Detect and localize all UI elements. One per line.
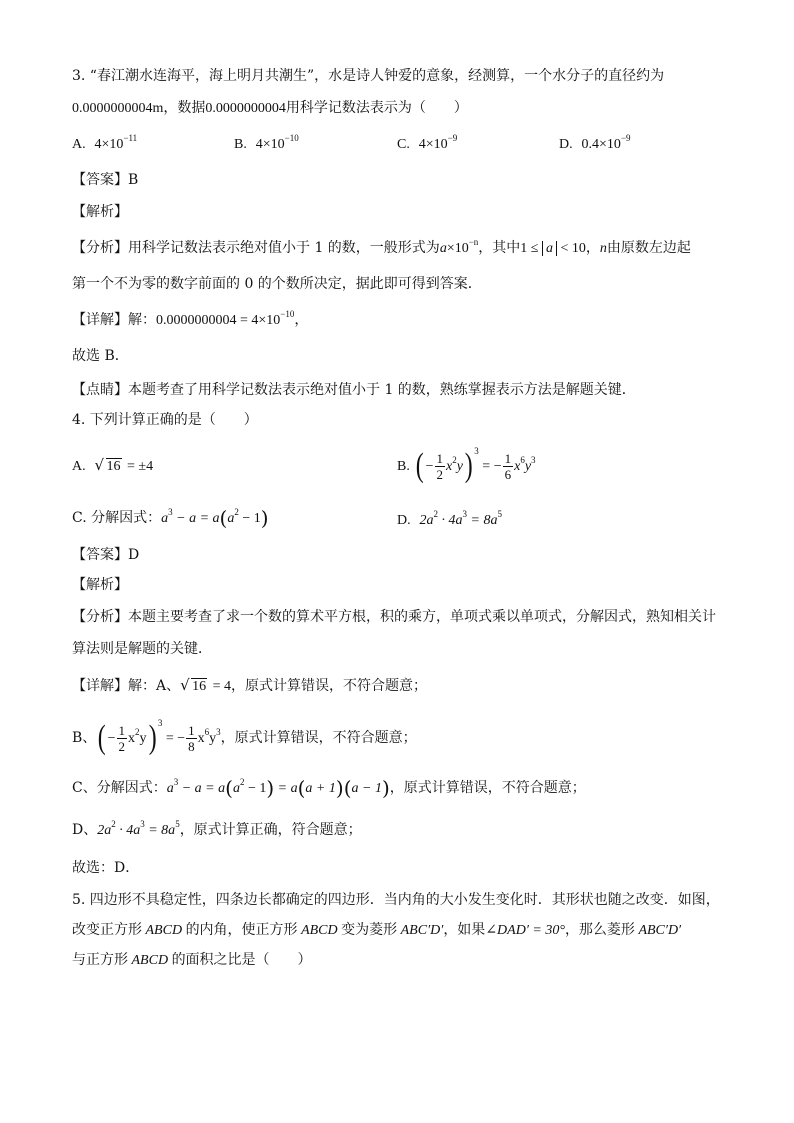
q4-fenxi-line2: 算法则是解题的关键． bbox=[72, 641, 212, 657]
q3-option-b[interactable]: B. $4\times 10^{-10}$ bbox=[234, 133, 299, 152]
q4-xiangjie-b: B、( − $\frac{1}{2}$ $x^2y$) $^3$ = − $\frac{1}{8}$ $x^6y^3$，原式计算错误，不符合题意； bbox=[72, 718, 417, 756]
q4-xiangjie-c: C、分解因式：$a^3 - a = a(a^2 - 1) = a(a + 1)(a - 1)$，原式计算错误，不符合题意； bbox=[72, 776, 586, 800]
q3-stem-line1: 3. “春江潮水连海平，海上明月共潮生”，水是诗人钟爱的意象，经测算，一个水分子的直径约为 bbox=[72, 68, 665, 84]
q3-option-d[interactable]: D. $0.4\times 10^{-9}$ bbox=[559, 133, 631, 152]
q3-xiangjie: 【详解】解：$0.0000000004 = 4\times 10^{-10}$， bbox=[72, 309, 309, 328]
q4-option-c[interactable]: C. 分解因式：$a^3 - a = a(a^2 - 1)$ bbox=[72, 506, 269, 530]
q3-guxuan: 故选 B． bbox=[72, 348, 129, 364]
q4-answer: 【答案】D bbox=[72, 547, 140, 563]
q4-option-d[interactable]: D. $2a^2 \cdot 4a^3 = 8a^5$ bbox=[397, 509, 502, 528]
q3-fenxi-line2: 第一个不为零的数字前面的 0 的个数所决定，据此即可得到答案． bbox=[72, 276, 482, 292]
q3-jiexi-heading: 【解析】 bbox=[72, 204, 128, 220]
q3-stem-line2: 0.0000000004m，数据0.0000000004用科学记数法表示为（ ） bbox=[72, 100, 468, 116]
q4-option-b[interactable]: B. ( − $\frac{1}{2}$ $x^2y$) $^3$ = − $\frac{1}{6}$ $x^6y^3$ bbox=[397, 446, 536, 484]
q4-xiangjie-a: 【详解】解：A、√ 16 = 4，原式计算错误，不符合题意； bbox=[72, 676, 427, 697]
q4-fenxi-line1: 【分析】本题主要考查了求一个数的算术平方根，积的乘方，单项式乘以单项式，分解因式，熟知相关计 bbox=[72, 609, 716, 625]
q4-guxuan: 故选：D． bbox=[72, 860, 140, 876]
q3-option-c[interactable]: C. $4\times 10^{-9}$ bbox=[397, 133, 458, 152]
q3-answer: 【答案】B bbox=[72, 172, 139, 188]
q5-stem-line3: 与正方形 ABCD 的面积之比是（ ） bbox=[72, 952, 312, 968]
q4-stem: 4. 下列计算正确的是（ ） bbox=[72, 412, 258, 428]
q3-fenxi-line1: 【分析】用科学记数法表示绝对值小于 1 的数，一般形式为$a\times 10^{-n}$，其中1 ≤ a < 10，n由原数左边起 bbox=[72, 237, 691, 256]
q3-option-a[interactable]: A. $4\times 10^{-11}$ bbox=[72, 133, 138, 152]
q4-option-a[interactable]: A. √ 16 = ±4 bbox=[72, 456, 153, 477]
q5-stem-line1: 5. 四边形不具稳定性，四条边长都确定的四边形．当内角的大小发生变化时．其形状也随之改变．如图， bbox=[72, 892, 720, 908]
q5-stem-line2: 改变正方形 ABCD 的内角，使正方形 ABCD 变为菱形 ABC′D′，如果∠DAD′ = 30°，那么菱形 ABC′D′ bbox=[72, 922, 682, 938]
q3-dianjing: 【点睛】本题考查了用科学记数法表示绝对值小于 1 的数，熟练掌握表示方法是解题关键． bbox=[72, 382, 636, 398]
q4-jiexi-heading: 【解析】 bbox=[72, 577, 128, 593]
q4-xiangjie-d: D、$2a^2 \cdot 4a^3 = 8a^5$，原式计算正确，符合题意； bbox=[72, 819, 362, 838]
